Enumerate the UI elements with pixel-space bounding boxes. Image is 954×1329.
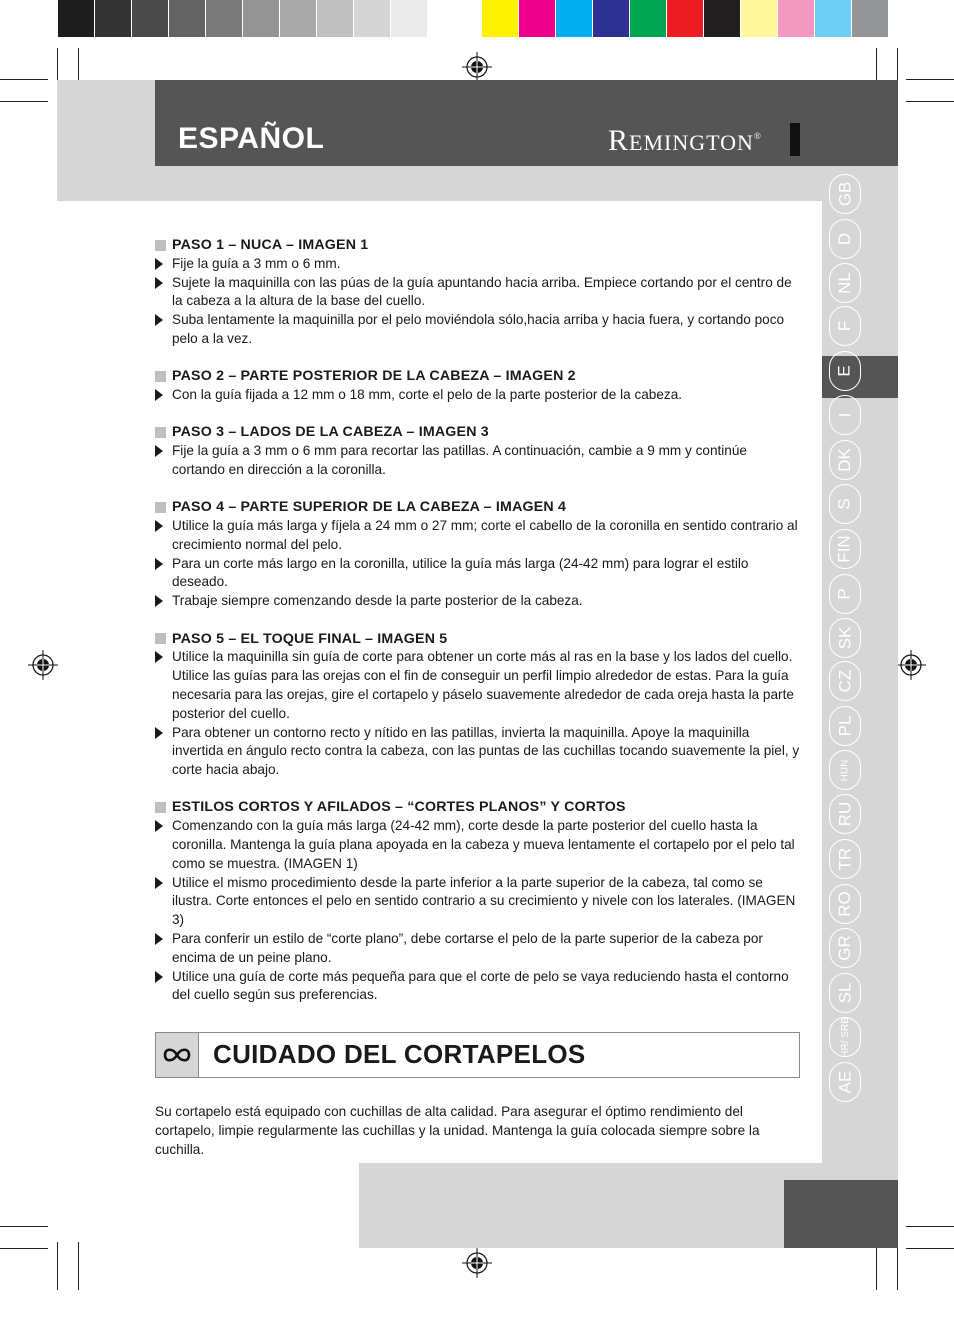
square-bullet-icon xyxy=(155,371,166,382)
section-heading xyxy=(155,236,800,255)
language-tab-i[interactable]: I xyxy=(829,395,861,435)
bullet-text: Utilice la guía más larga y fíjela a 24 mm o 27 mm; corte el cabello de la coronilla en sentido contrario al crecimiento normal del pelo. xyxy=(172,518,798,552)
triangle-bullet-icon xyxy=(155,971,163,983)
bullet-text: Para conferir un estilo de “corte plano”, debe cortarse el pelo de la parte superior de la cabeza por encima de un peine plano. xyxy=(172,931,763,965)
bullet-item xyxy=(155,555,800,593)
color-swatch xyxy=(630,0,667,37)
section-heading xyxy=(155,798,800,817)
instruction-section xyxy=(155,236,800,349)
bullet-text: Fije la guía a 3 mm o 6 mm. xyxy=(172,255,341,271)
color-swatch xyxy=(778,0,815,37)
registration-mark-bottom xyxy=(462,1248,492,1278)
language-tab-gb[interactable]: GB xyxy=(829,174,861,214)
language-tab-e[interactable]: E xyxy=(829,351,861,391)
triangle-bullet-icon xyxy=(155,258,163,270)
triangle-bullet-icon xyxy=(155,727,163,739)
language-tab-gr[interactable]: GR xyxy=(829,928,861,968)
triangle-bullet-icon xyxy=(155,558,163,570)
language-tab-nl[interactable]: NL xyxy=(829,263,861,303)
language-tab-tr[interactable]: TR xyxy=(829,839,861,879)
bullet-text: Utilice una guía de corte más pequeña para que el corte de pelo se vaya reduciendo hasta el contorno del cuello según sus preferencias. xyxy=(172,968,789,1003)
registration-mark-top xyxy=(462,52,492,82)
bullet-text: Utilice el mismo procedimiento desde la parte inferior a la parte superior de la cabeza, tal como se ilustra. Corte entonces el pelo en sentido contrario a su crecimiento y nivele con los laterales. (IMAGEN 3) xyxy=(172,874,796,928)
instruction-section xyxy=(155,498,800,611)
registration-mark-left xyxy=(28,650,58,680)
triangle-bullet-icon xyxy=(155,651,163,663)
instructions-content xyxy=(155,236,800,1024)
gray-swatch xyxy=(280,0,317,37)
triangle-bullet-icon xyxy=(155,277,163,289)
bullet-text: Fije la guía a 3 mm o 6 mm para recortar las patillas. A continuación, cambie a 9 mm y continúe cortando en dirección a la coronilla. xyxy=(172,443,747,477)
language-tab-hun[interactable]: HUN xyxy=(829,750,861,790)
bullet-text: Con la guía fijada a 12 mm o 18 mm, corte el pelo de la parte posterior de la cabeza. xyxy=(172,387,683,403)
section-heading xyxy=(155,630,800,649)
square-bullet-icon xyxy=(155,502,166,513)
triangle-bullet-icon xyxy=(155,389,163,401)
language-tab-p[interactable]: P xyxy=(829,574,861,614)
language-tab-ro[interactable]: RO xyxy=(829,884,861,924)
triangle-bullet-icon xyxy=(155,933,163,945)
section-title: PASO 5 – EL TOQUE FINAL – IMAGEN 5 xyxy=(172,630,448,647)
color-swatch xyxy=(852,0,889,37)
language-tab-hrsrb[interactable]: HR/ SRB xyxy=(829,1017,861,1057)
color-swatch xyxy=(704,0,741,37)
bullet-item xyxy=(155,724,800,780)
bullet-text: Trabaje siempre comenzando desde la parte posterior de la cabeza. xyxy=(172,593,583,609)
square-bullet-icon xyxy=(155,633,166,644)
care-paragraph: Su cortapelo está equipado con cuchillas de alta calidad. Para asegurar el óptimo rendimiento del cortapelo, limpie regularmente las cuchillas y la unidad. Mantenga la guía colocada siempre sobre la cuchilla. xyxy=(155,1104,760,1157)
color-swatch xyxy=(556,0,593,37)
triangle-bullet-icon xyxy=(155,445,163,457)
language-tab-d[interactable]: D xyxy=(829,219,861,259)
triangle-bullet-icon xyxy=(155,314,163,326)
gray-swatch xyxy=(206,0,243,37)
section-heading xyxy=(155,367,800,386)
bullet-item xyxy=(155,255,800,274)
language-tab-ae[interactable]: AE xyxy=(829,1062,861,1102)
triangle-bullet-icon xyxy=(155,877,163,889)
language-tab-fin[interactable]: FIN xyxy=(829,529,861,569)
color-swatch xyxy=(667,0,704,37)
bullet-text: Sujete la maquinilla con las púas de la guía apuntando hacia arriba. Empiece cortando por el centro de la cabeza a la altura de la base del cuello. xyxy=(172,274,792,309)
gray-swatch xyxy=(95,0,132,37)
bullet-text: Suba lentamente la maquinilla por el pelo moviéndola sólo,hacia arriba y hacia fuera, y cortando poco pelo a la vez. xyxy=(172,312,785,346)
bullet-item xyxy=(155,442,800,480)
bullet-text: Utilice la maquinilla sin guía de corte para obtener un corte más al ras en la base y los lados del cuello. Utilice las guías para las orejas con el fin de conseguir un perfil limpio alrededor de estas. Para la guía necesaria para las orejas, gire el cortapelo y páselo suavemente alrededor de cada oreja hasta la parte posterior del cuello. xyxy=(172,649,794,721)
color-calibration-bar xyxy=(482,0,889,38)
gray-swatch xyxy=(317,0,354,37)
section-heading xyxy=(155,498,800,517)
gray-swatch xyxy=(132,0,169,37)
care-section-header xyxy=(155,1032,800,1078)
brand-logo: REMINGTON® xyxy=(608,124,762,157)
language-tab-pl[interactable]: PL xyxy=(829,706,861,746)
language-tab-f[interactable]: F xyxy=(829,306,861,346)
bullet-item xyxy=(155,874,800,930)
section-heading xyxy=(155,423,800,442)
instruction-section xyxy=(155,367,800,405)
section-title: PASO 2 – PARTE POSTERIOR DE LA CABEZA – IMAGEN 2 xyxy=(172,368,576,385)
language-tab-dk[interactable]: DK xyxy=(829,440,861,480)
gray-swatch xyxy=(169,0,206,37)
square-bullet-icon xyxy=(155,427,166,438)
color-swatch xyxy=(815,0,852,37)
triangle-bullet-icon xyxy=(155,595,163,607)
section-title: PASO 3 – LADOS DE LA CABEZA – IMAGEN 3 xyxy=(172,424,489,441)
section-title: ESTILOS CORTOS Y AFILADOS – “CORTES PLANOS” Y CORTOS xyxy=(172,799,626,816)
bullet-item xyxy=(155,386,800,405)
color-swatch xyxy=(593,0,630,37)
instruction-section xyxy=(155,630,800,780)
bullet-item xyxy=(155,930,800,968)
page-number-box xyxy=(784,1180,898,1248)
language-tab-ru[interactable]: RU xyxy=(829,794,861,834)
gray-swatch xyxy=(354,0,391,37)
triangle-bullet-icon xyxy=(155,820,163,832)
instruction-section xyxy=(155,423,800,479)
bullet-text: Para un corte más largo en la coronilla, utilice la guía más larga (24-42 mm) para lograr el estilo deseado. xyxy=(172,555,749,590)
instruction-section xyxy=(155,798,800,1005)
square-bullet-icon xyxy=(155,802,166,813)
bullet-text: Para obtener un contorno recto y nítido en las patillas, invierta la maquinilla. Apoye la maquinilla invertida en ángulo recto contra la cabeza, con las puntas de las cuchillas tocando suavemente la piel, y corte hacia abajo. xyxy=(172,724,800,778)
language-tab-cz[interactable]: CZ xyxy=(829,661,861,701)
language-tab-sk[interactable]: SK xyxy=(829,618,861,658)
bullet-item xyxy=(155,517,800,555)
square-bullet-icon xyxy=(155,240,166,251)
bullet-item xyxy=(155,648,800,723)
section-title: PASO 4 – PARTE SUPERIOR DE LA CABEZA – IMAGEN 4 xyxy=(172,499,567,516)
triangle-bullet-icon xyxy=(155,520,163,532)
bullet-item xyxy=(155,592,800,611)
brand-bar xyxy=(790,123,800,156)
color-swatch xyxy=(482,0,519,37)
section-title: PASO 1 – NUCA – IMAGEN 1 xyxy=(172,237,369,253)
bullet-item xyxy=(155,817,800,873)
gray-swatch xyxy=(391,0,428,37)
bullet-text: Comenzando con la guía más larga (24-42 mm), corte desde la parte posterior del cuello hasta la coronilla. Mantenga la guía plana apoyada en la cabeza y mueva lentamente el cortapelo por el pelo tal como se muestra. (IMAGEN 1) xyxy=(172,818,795,871)
bullet-item xyxy=(155,274,800,312)
gray-swatch xyxy=(243,0,280,37)
color-swatch xyxy=(519,0,556,37)
page-title: ESPAÑOL xyxy=(178,122,325,155)
gray-swatch xyxy=(58,0,95,37)
language-tab-s[interactable]: S xyxy=(829,484,861,524)
infinity-icon xyxy=(156,1033,199,1077)
language-tab-sl[interactable]: SL xyxy=(829,973,861,1013)
gray-swatch xyxy=(428,0,465,37)
grayscale-calibration-bar xyxy=(58,0,465,38)
bullet-item xyxy=(155,311,800,349)
care-title: CUIDADO DEL CORTAPELOS xyxy=(213,1039,586,1069)
bullet-item xyxy=(155,968,800,1006)
color-swatch xyxy=(741,0,778,37)
registration-mark-right xyxy=(896,650,926,680)
